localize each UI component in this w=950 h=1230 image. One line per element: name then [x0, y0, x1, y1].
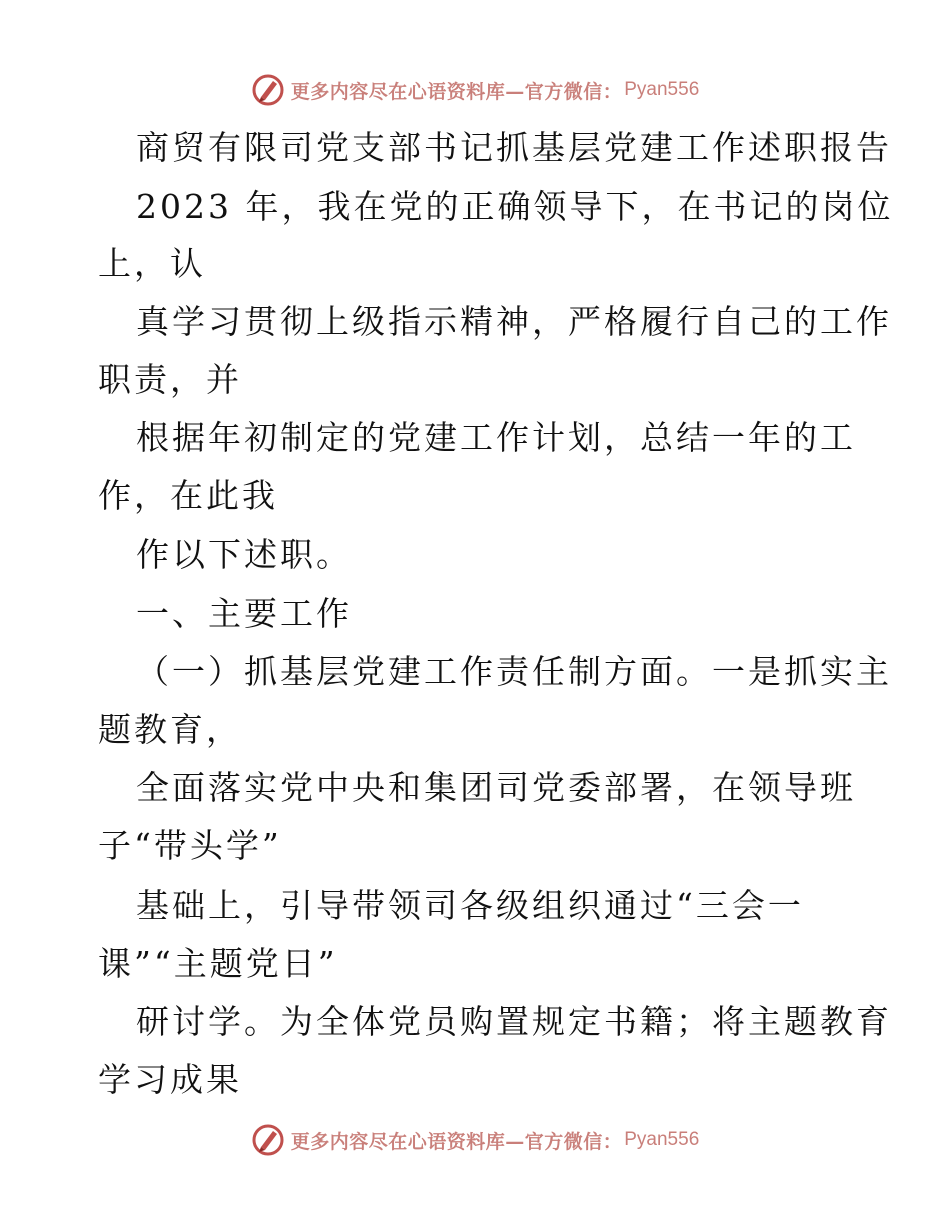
paragraph-line: 学习成果	[98, 1060, 242, 1099]
paragraph-line: 根据年初制定的党建工作计划，总结一年的工	[136, 418, 856, 457]
paragraph-line: 真学习贯彻上级指示精神，严格履行自己的工作	[136, 302, 892, 341]
paragraph-line: 2023 年，我在党的正确领导下，在书记的岗位	[136, 187, 894, 226]
paragraph-line: 职责，并	[98, 360, 242, 399]
watermark-header	[0, 70, 950, 110]
pen-logo-icon	[251, 73, 285, 107]
paragraph-line: 基础上，引导带领司各级组织通过“三会一	[136, 886, 804, 925]
paragraph-line: 作以下述职。	[136, 535, 352, 574]
watermark-text: 更多内容尽在心语资料库—官方微信：	[290, 80, 623, 103]
paragraph-line: 子“带头学”	[98, 826, 282, 865]
paragraph-line: 题教育，	[98, 710, 242, 749]
document-title: 商贸有限司党支部书记抓基层党建工作述职报告	[136, 128, 892, 167]
paragraph-line: 全面落实党中央和集团司党委部署，在领导班	[136, 768, 856, 807]
section-heading: 一、主要工作	[136, 594, 352, 633]
watermark-text: 更多内容尽在心语资料库—官方微信：	[290, 1130, 623, 1153]
subsection-heading: （一）抓基层党建工作责任制方面。一是抓实主	[136, 652, 892, 691]
watermark-wechat-id: Pyan556	[624, 1129, 700, 1150]
paragraph-line: 课”“主题党日”	[98, 944, 338, 983]
paragraph-line: 作，在此我	[98, 476, 278, 515]
paragraph-line: 上，认	[98, 244, 206, 283]
watermark-wechat-id: Pyan556	[624, 79, 700, 100]
watermark-footer	[0, 1120, 950, 1160]
pen-logo-icon	[251, 1123, 285, 1157]
paragraph-line: 研讨学。为全体党员购置规定书籍；将主题教育	[136, 1002, 892, 1041]
